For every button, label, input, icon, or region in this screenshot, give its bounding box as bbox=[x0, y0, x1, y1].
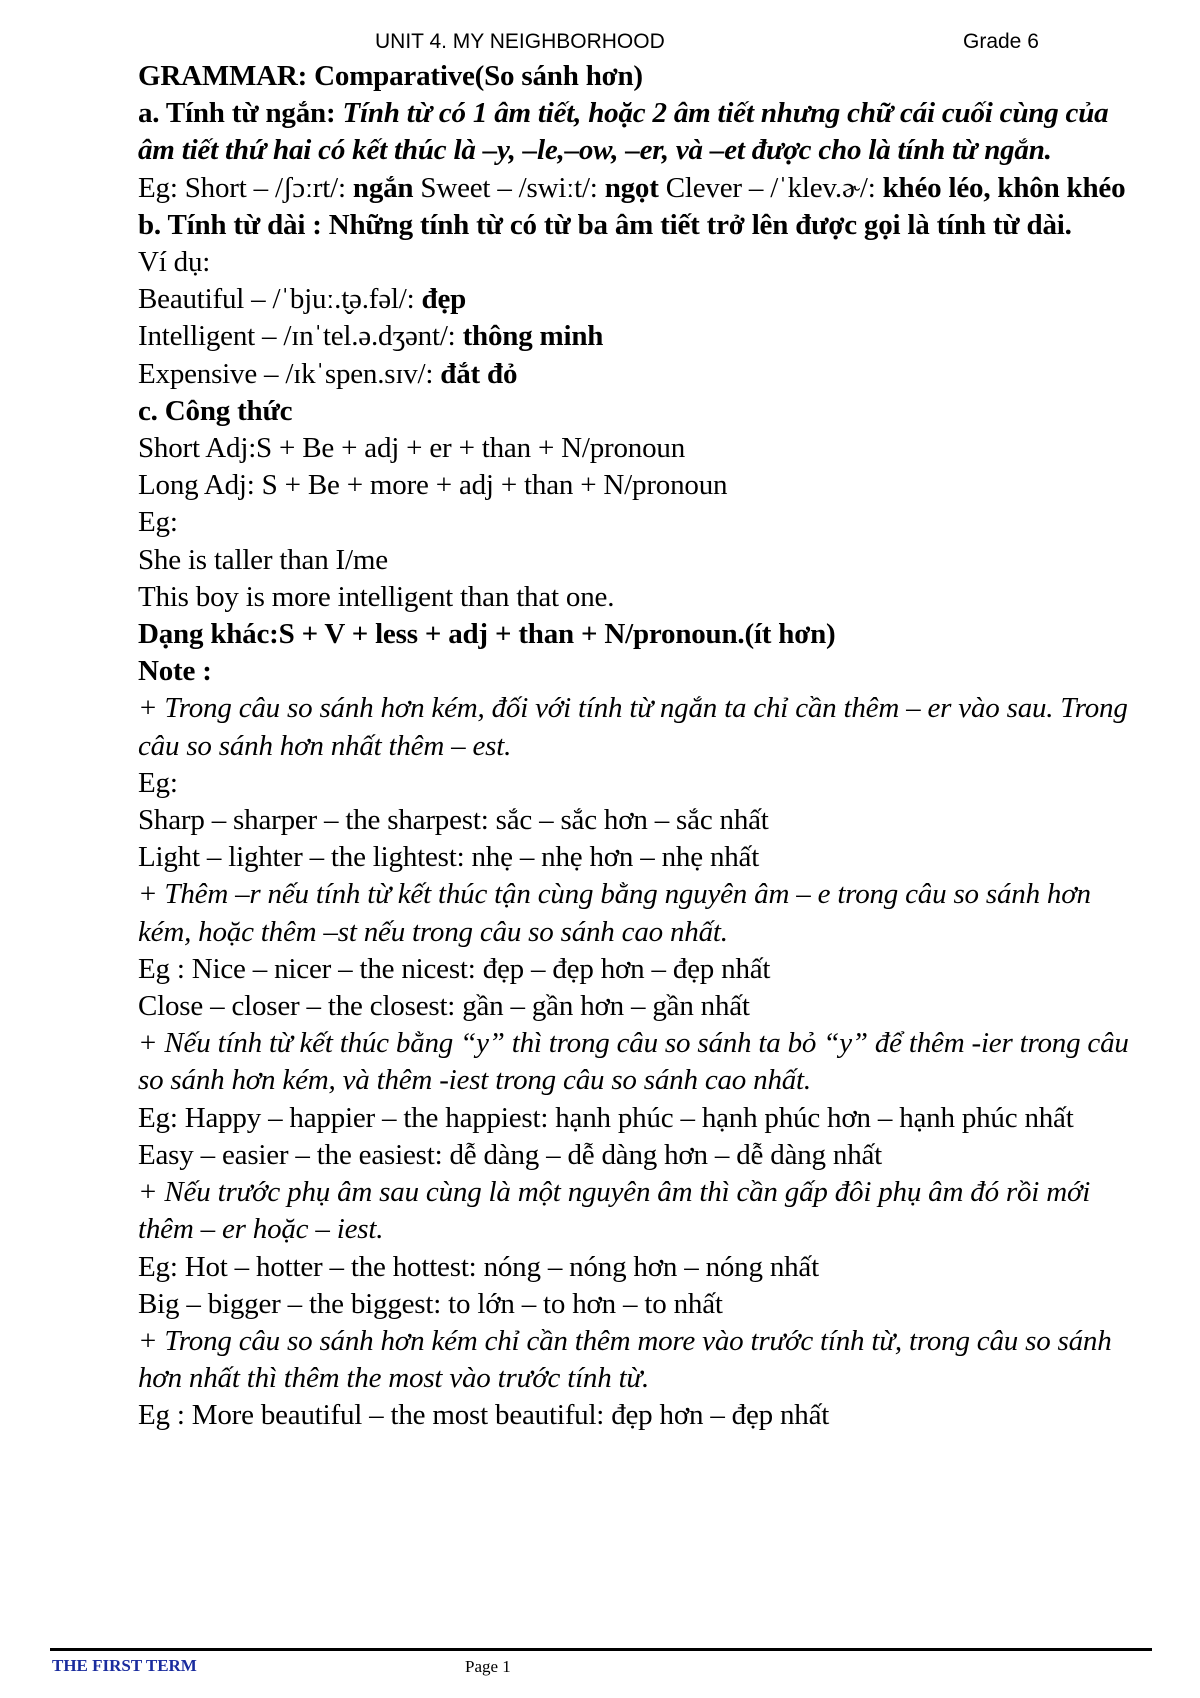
text-segment: + Nếu trước phụ âm sau cùng là một nguyên âm thì cần gấp đôi phụ âm đó rồi mới thêm – er hoặc – iest. bbox=[138, 1176, 1091, 1246]
text-segment: ngắn bbox=[352, 171, 414, 204]
text-line bbox=[138, 690, 1148, 764]
unit-title: UNIT 4. MY NEIGHBORHOOD bbox=[375, 30, 665, 53]
text-segment: ngọt bbox=[604, 171, 659, 204]
text-line bbox=[138, 170, 1148, 207]
text-segment: Easy – easier – the easiest: dễ dàng – dễ dàng hơn – dễ dàng nhất bbox=[138, 1138, 883, 1171]
text-line bbox=[138, 504, 1148, 541]
text-line bbox=[138, 1286, 1148, 1323]
text-segment: GRAMMAR: Comparative(So sánh hơn) bbox=[138, 60, 643, 92]
text-segment: + Trong câu so sánh hơn kém chỉ cần thêm more vào trước tính từ, trong câu so sánh hơn nhất thì thêm the most vào trước tính từ. bbox=[138, 1324, 1112, 1395]
page-header bbox=[0, 30, 1200, 60]
footer-term: THE FIRST TERM bbox=[52, 1656, 197, 1675]
text-segment: She is taller than I/me bbox=[138, 543, 388, 576]
footer-rule bbox=[50, 1648, 1152, 1651]
text-line bbox=[138, 1249, 1148, 1286]
text-line bbox=[138, 281, 1148, 318]
text-segment: Light – lighter – the lightest: nhẹ – nhẹ hơn – nhẹ nhất bbox=[138, 841, 760, 874]
text-segment: Eg: Happy – happier – the happiest: hạnh phúc – hạnh phúc hơn – hạnh phúc nhất bbox=[138, 1101, 1074, 1134]
text-line bbox=[138, 467, 1148, 504]
grammar-content bbox=[138, 58, 1148, 1435]
text-line bbox=[138, 1025, 1148, 1099]
text-segment: Eg : Nice – nicer – the nicest: đẹp – đẹp hơn – đẹp nhất bbox=[138, 952, 771, 985]
text-line bbox=[138, 542, 1148, 579]
text-line bbox=[138, 653, 1148, 690]
text-segment: đẹp bbox=[421, 283, 467, 316]
grade-label: Grade 6 bbox=[963, 30, 1039, 53]
text-segment: Big – bigger – the biggest: to lớn – to hơn – to nhất bbox=[138, 1287, 723, 1320]
text-line bbox=[138, 839, 1148, 876]
text-line bbox=[138, 1397, 1148, 1434]
text-line bbox=[138, 951, 1148, 988]
text-segment: Tính từ có 1 âm tiết, hoặc 2 âm tiết nhưng chữ cái cuối cùng của âm tiết thứ hai có kết thúc là –y, –le,–ow, –er, và –et được cho là tính từ ngắn. bbox=[138, 97, 1109, 167]
text-line bbox=[138, 244, 1148, 281]
text-line bbox=[138, 58, 1148, 95]
text-segment: Sharp – sharper – the sharpest: sắc – sắc hơn – sắc nhất bbox=[138, 804, 769, 837]
text-segment: Dạng khác:S + V + less + adj + than + N/pronoun.(ít hơn) bbox=[138, 618, 836, 651]
text-segment: thông minh bbox=[462, 320, 604, 353]
text-line bbox=[138, 95, 1148, 169]
text-segment: This boy is more intelligent than that one. bbox=[138, 580, 615, 613]
text-line bbox=[138, 318, 1148, 355]
text-segment: b. Tính từ dài : Những tính từ có từ ba âm tiết trở lên được gọi là tính từ dài. bbox=[138, 208, 1072, 241]
text-segment: Eg: bbox=[138, 766, 178, 799]
text-segment: Eg : More beautiful – the most beautiful: đẹp hơn – đẹp nhất bbox=[138, 1399, 830, 1432]
text-line bbox=[138, 1323, 1148, 1397]
text-segment: + Nếu tính từ kết thúc bằng “y” thì trong câu so sánh ta bỏ “y” để thêm -ier trong câu so sánh hơn kém, và thêm -iest trong câu so sánh cao nhất. bbox=[138, 1027, 1129, 1097]
text-segment: Sweet – /swiːt/: bbox=[413, 171, 605, 204]
text-line bbox=[138, 207, 1148, 244]
text-segment: c. Công thức bbox=[138, 394, 293, 427]
text-segment: Note : bbox=[138, 655, 212, 688]
text-segment: Close – closer – the closest: gần – gần hơn – gần nhất bbox=[138, 990, 750, 1023]
text-line bbox=[138, 1137, 1148, 1174]
text-segment: Eg: Short – /ʃɔːrt/: bbox=[138, 171, 353, 204]
text-segment: Eg: bbox=[138, 506, 178, 539]
text-line bbox=[138, 765, 1148, 802]
text-line bbox=[138, 1174, 1148, 1248]
text-line bbox=[138, 356, 1148, 393]
text-line bbox=[138, 802, 1148, 839]
text-segment: a. Tính từ ngắn: bbox=[138, 97, 343, 130]
text-segment: Eg: Hot – hotter – the hottest: nóng – nóng hơn – nóng nhất bbox=[138, 1250, 819, 1283]
text-segment: + Trong câu so sánh hơn kém, đối với tính từ ngắn ta chỉ cần thêm – er vào sau. Trong câu so sánh hơn nhất thêm – est. bbox=[138, 692, 1128, 762]
text-segment: Expensive – /ɪkˈspen.sɪv/: bbox=[138, 357, 441, 390]
text-line bbox=[138, 430, 1148, 467]
text-line bbox=[138, 876, 1148, 950]
text-line bbox=[138, 393, 1148, 430]
text-line bbox=[138, 616, 1148, 653]
text-segment: Long Adj: S + Be + more + adj + than + N/pronoun bbox=[138, 469, 728, 502]
text-segment: Clever – /ˈklev.ɚ/: bbox=[658, 171, 883, 204]
text-segment: Intelligent – /ɪnˈtel.ə.dʒənt/: bbox=[138, 320, 463, 353]
page-number: Page 1 bbox=[465, 1657, 511, 1676]
text-segment: Short Adj:S + Be + adj + er + than + N/pronoun bbox=[138, 432, 686, 465]
text-segment: Beautiful – /ˈbjuː.t̬ə.fəl/: bbox=[138, 283, 422, 316]
text-line bbox=[138, 1100, 1148, 1137]
text-segment: Ví dụ: bbox=[138, 246, 211, 279]
text-segment: khéo léo, khôn khéo bbox=[882, 171, 1126, 204]
text-line bbox=[138, 579, 1148, 616]
text-segment: đắt đỏ bbox=[440, 357, 518, 390]
text-segment: + Thêm –r nếu tính từ kết thúc tận cùng bằng nguyên âm – e trong câu so sánh hơn kém, hoặc thêm –st nếu trong câu so sánh cao nhất. bbox=[138, 878, 1091, 948]
text-line bbox=[138, 988, 1148, 1025]
